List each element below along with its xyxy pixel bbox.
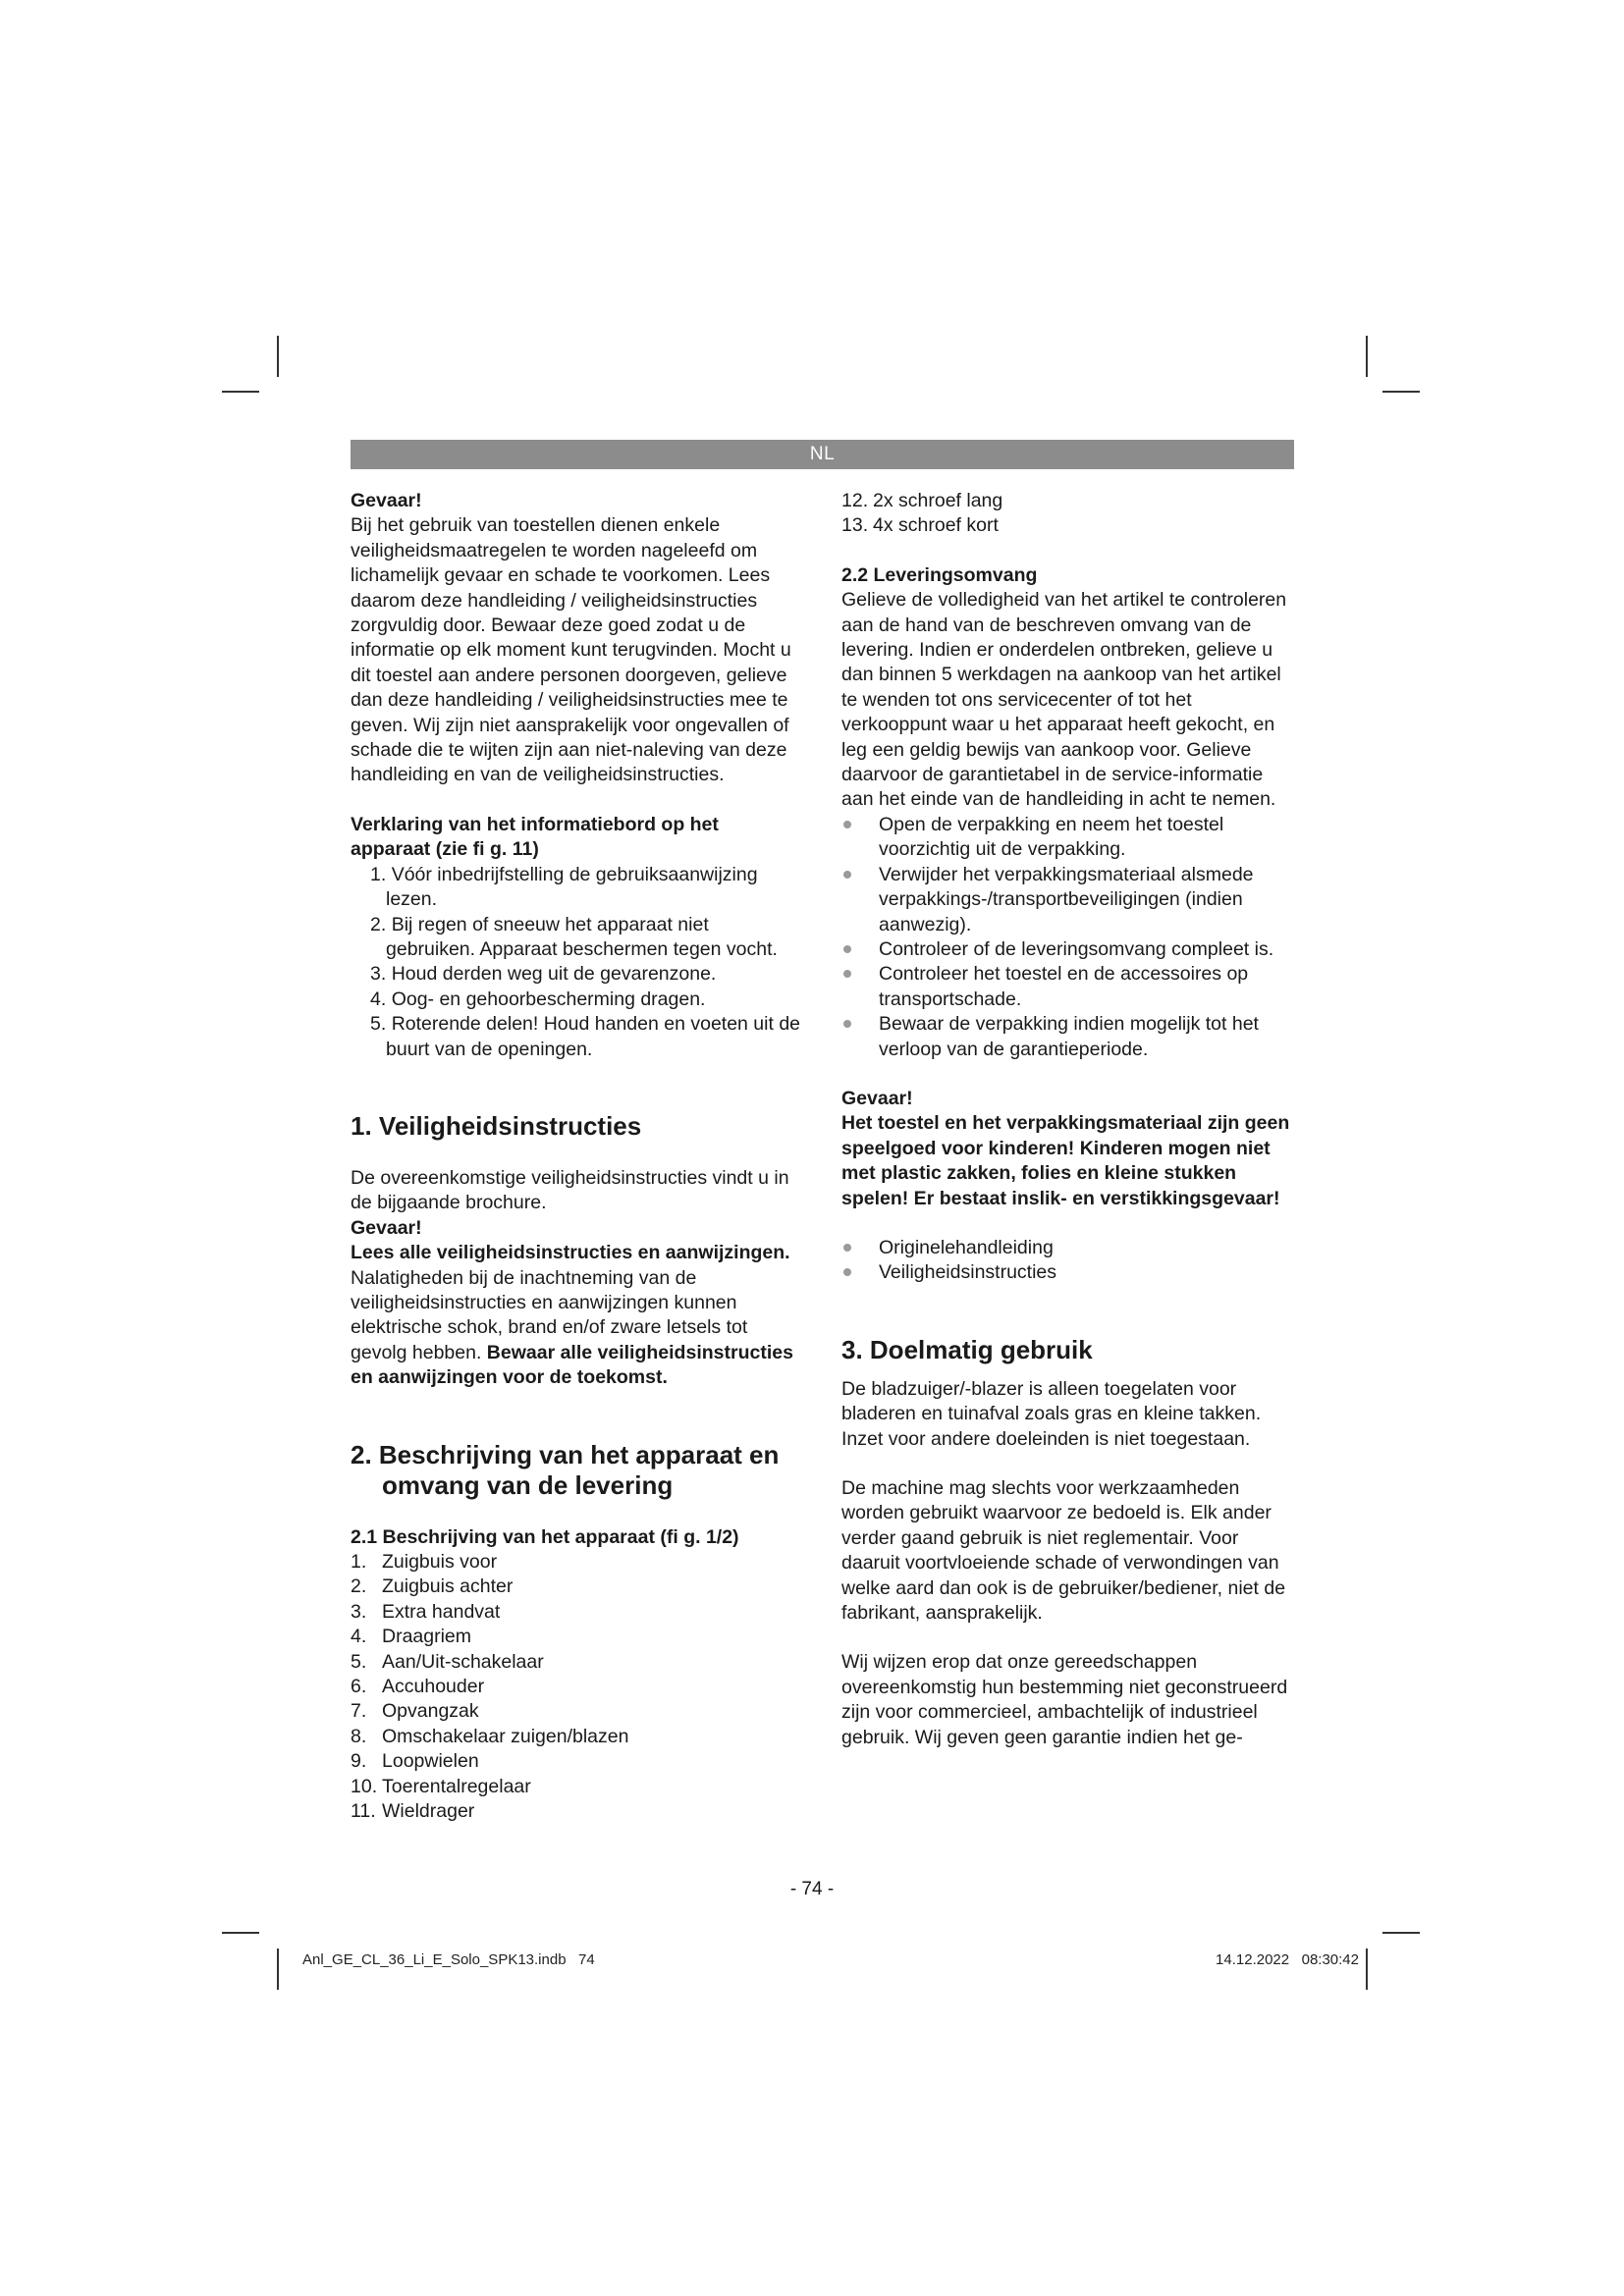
list-item: 4. Oog- en gehoorbescherming dragen. [370, 988, 706, 1010]
language-code: NL [809, 444, 836, 464]
list-item: 4. Draagriem [351, 1626, 472, 1648]
section-3-paragraph: De bladzuiger/-blazer is alleen toegelaten voor bladeren en tuinafval zoals gras en kleine takken. Inzet voor andere doeleinden is niet toegestaan. [841, 1377, 1262, 1450]
section-1-heading: 1. Veiligheidsinstructies [351, 1110, 642, 1141]
page-number: - 74 - [789, 1879, 835, 1899]
list-item: 7. Opvangzak [351, 1700, 479, 1723]
list-item: 13. 4x schroef kort [841, 514, 999, 537]
warning-body: Bij het gebruik van toestellen dienen enkele veiligheidsmaatregelen te worden nageleefd om lichamelijk gevaar en schade te voorkomen. Lees daarom deze handleiding / veiligheidsinstructies zorgvuldig door. Bewaar deze goed zodat u de informatie op elk moment kunt terugvinden. Mocht u dit toestel aan andere personen doorgeven, gelieve dan deze handleiding / veiligheidsinstructies mee te geven. Wij zijn niet aansprakelijk voor ongevallen of schade die te wijten zijn aan niet-naleving van deze handleiding en van de veiligheidsinstructies. [351, 514, 791, 786]
bullet-icon [843, 945, 851, 953]
warning-body: Het toestel en het verpakkingsmateriaal zijn geen speelgoed voor kinderen! Kinderen mogen niet met plastic zakken, folies en kleine stukken spelen! Er bestaat inslik- en verstikkingsgevaar! [841, 1112, 1290, 1209]
section-3-heading: 3. Doelmatig gebruik [841, 1334, 1093, 1364]
list-item: 3. Houd derden weg uit de gevarenzone. [370, 963, 717, 986]
list-item: Originelehandleiding [841, 1236, 1293, 1260]
section-2-heading: 2. Beschrijving van het apparaat en omvang van de levering [351, 1439, 780, 1500]
list-item: Controleer het toestel en de accessoires op transportschade. [841, 962, 1293, 1012]
list-item: 3. Extra handvat [351, 1600, 501, 1623]
list-item: 11. Wieldrager [351, 1800, 475, 1823]
info-sign-list [351, 863, 802, 1062]
list-item: 2. Bij regen of sneeuw het apparaat niet gebruiken. Apparaat beschermen tegen vocht. [370, 913, 778, 960]
bullet-icon [843, 970, 851, 978]
info-sign-title: Verklaring van het informatiebord op het apparaat (zie fi g. 11) [351, 813, 719, 861]
crop-mark [1382, 391, 1420, 393]
print-timestamp: 14.12.2022 08:30:42 [1216, 1951, 1359, 1968]
section-2-1-heading: 2.1 Beschrijving van het apparaat (fi g. 1/2) [351, 1525, 739, 1548]
crop-mark [222, 391, 259, 393]
list-item: 12. 2x schroef lang [841, 490, 1003, 511]
list-item: 6. Accuhouder [351, 1676, 485, 1698]
list-item: Controleer of de leveringsomvang compleet is. [841, 937, 1293, 962]
crop-mark [277, 336, 279, 377]
section-3-paragraph: Wij wijzen erop dat onze gereedschappen overeenkomstig hun bestemming niet geconstrueerd zijn voor commercieel, ambachtelijk of industrieel gebruik. Wij geven geen garantie indien het ge- [841, 1651, 1288, 1748]
parts-list [351, 1550, 802, 1824]
list-item: 5. Roterende delen! Houd handen en voeten uit de buurt van de openingen. [370, 1013, 801, 1060]
bullet-icon [843, 1020, 851, 1028]
list-item: 8. Omschakelaar zuigen/blazen [351, 1725, 629, 1747]
bullet-icon [843, 1244, 851, 1252]
list-item: 1. Zuigbuis voor [351, 1551, 498, 1573]
bullet-icon [843, 871, 851, 879]
section-3-paragraph: De machine mag slechts voor werkzaamheden worden gebruikt waarvoor ze bedoeld is. Elk ander verder gaand gebruik is niet reglementair. Voor daaruit voortvloeiende schade of verwondingen van welke aard dan ook is de gebruiker/bediener, niet de fabrikant, aansprakelijk. [841, 1477, 1286, 1625]
print-file-name: Anl_GE_CL_36_Li_E_Solo_SPK13.indb 74 [302, 1951, 595, 1968]
parts-list-continued [841, 489, 1293, 539]
section-2-2-heading: 2.2 Leveringsomvang [841, 563, 1038, 586]
section-1-warning-title: Gevaar! [351, 1216, 422, 1239]
bullet-icon [843, 1268, 851, 1276]
left-column [351, 489, 802, 1824]
list-item: 5. Aan/Uit-schakelaar [351, 1650, 544, 1673]
section-2-2-body: Gelieve de volledigheid van het artikel te controleren aan de hand van de beschreven omvang van de levering. Indien er onderdelen ontbreken, gelieve u dan binnen 5 werkdagen na aankoop van het artikel te wenden tot ons servicecenter of tot het verkooppunt waar u het apparaat heeft gekocht, en leg een geldig bewijs van aankoop voor. Gelieve daarvoor de garantietabel in de service-informatie aan het einde van de handleiding in acht te nemen. [841, 589, 1287, 811]
list-item: Verwijder het verpakkingsmateriaal alsmede verpakkings-/transportbeveiligingen (indien aanwezig). [841, 863, 1293, 937]
warning-title: Gevaar! [351, 490, 422, 511]
bullet-icon [843, 821, 851, 828]
list-item: 10. Toerentalregelaar [351, 1775, 531, 1797]
crop-mark [1382, 1932, 1420, 1934]
list-item: Veiligheidsinstructies [841, 1260, 1293, 1285]
list-item: Open de verpakking en neem het toestel voorzichtig uit de verpakking. [841, 813, 1293, 863]
crop-mark [222, 1932, 259, 1934]
right-column [841, 489, 1293, 1750]
crop-mark [277, 1949, 279, 1990]
crop-mark [1366, 336, 1368, 377]
crop-mark [1366, 1949, 1368, 1990]
list-item: 2. Zuigbuis achter [351, 1575, 514, 1598]
section-1-warning-body: Lees alle veiligheidsinstructies en aanwijzingen. Nalatigheden bij de inachtneming van de veiligheidsinstructies en aanwijzingen kunnen elektrische schok, brand en/of zware letsels tot gevolg hebben. Bewaar alle veiligheidsinstructies en aanwijzingen voor de toekomst. [351, 1242, 793, 1389]
list-item: 9. Loopwielen [351, 1750, 479, 1773]
included-items-list [841, 1236, 1293, 1286]
language-header-bar [351, 440, 1294, 469]
list-item: Bewaar de verpakking indien mogelijk tot het verloop van de garantieperiode. [841, 1012, 1293, 1062]
list-item: 1. Vóór inbedrijfstelling de gebruiksaanwijzing lezen. [370, 863, 758, 911]
section-1-intro: De overeenkomstige veiligheidsinstructies vindt u in de bijgaande brochure. [351, 1166, 789, 1214]
delivery-checklist [841, 813, 1293, 1062]
warning-title: Gevaar! [841, 1087, 913, 1109]
